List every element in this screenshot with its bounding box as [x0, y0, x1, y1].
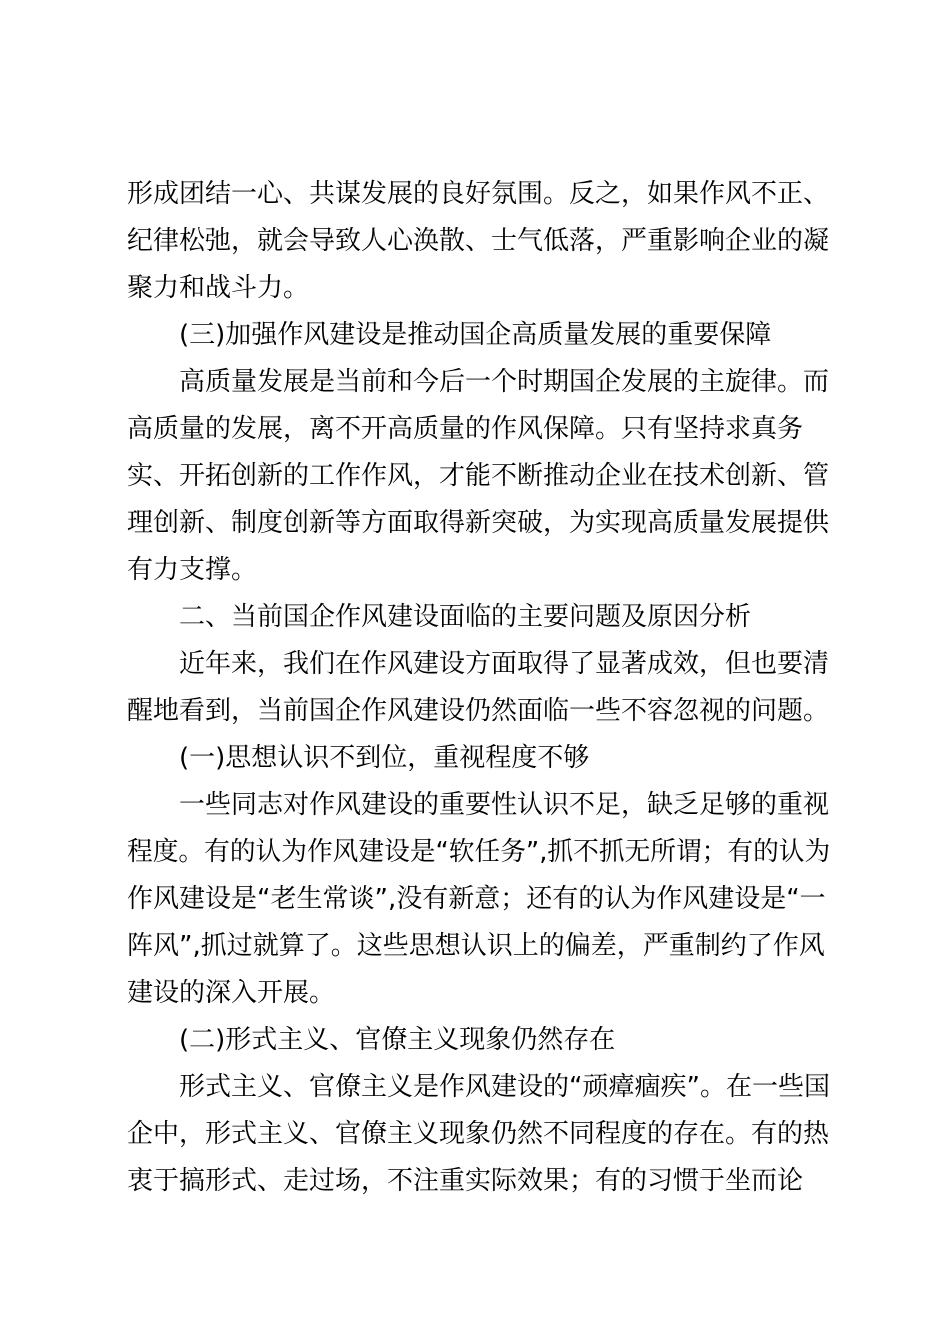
paragraph-line: 建设的深入开展。: [127, 978, 336, 1008]
paragraph-line: 近年来，我们在作风建设方面取得了显著成效，但也要清: [179, 649, 830, 679]
paragraph-line: 程度。有的认为作风建设是“软任务”,抓不抓无所谓；有的认为: [127, 837, 831, 867]
paragraph-line: 一些同志对作风建设的重要性认识不足，缺乏足够的重视: [179, 790, 830, 820]
paragraph-line: 实、开拓创新的工作作风，才能不断推动企业在技术创新、管: [127, 461, 830, 491]
section-heading: 二、当前国企作风建设面临的主要问题及原因分析: [179, 602, 752, 632]
paragraph-line: 聚力和战斗力。: [127, 273, 310, 303]
paragraph-line: 高质量发展是当前和今后一个时期国企发展的主旋律。而: [179, 367, 830, 397]
paragraph-line: 形式主义、官僚主义是作风建设的“顽瘴痼疾”。在一些国: [179, 1072, 830, 1102]
section-heading: (三)加强作风建设是推动国企高质量发展的重要保障: [179, 320, 772, 350]
paragraph-line: 衷于搞形式、走过场，不注重实际效果；有的习惯于坐而论: [127, 1166, 804, 1196]
paragraph-line: 理创新、制度创新等方面取得新突破，为实现高质量发展提供: [127, 508, 830, 538]
section-heading: (二)形式主义、官僚主义现象仍然存在: [179, 1025, 616, 1055]
paragraph-line: 企中，形式主义、官僚主义现象仍然不同程度的存在。有的热: [127, 1119, 830, 1149]
section-heading: (一)思想认识不到位，重视程度不够: [179, 743, 590, 773]
paragraph-line: 有力支撑。: [127, 555, 258, 585]
paragraph-line: 纪律松弛，就会导致人心涣散、士气低落，严重影响企业的凝: [127, 226, 830, 256]
paragraph-line: 形成团结一心、共谋发展的良好氛围。反之，如果作风不正、: [127, 179, 830, 209]
paragraph-line: 作风建设是“老生常谈”,没有新意；还有的认为作风建设是“一: [127, 884, 826, 914]
paragraph-line: 阵风”,抓过就算了。这些思想认识上的偏差，严重制约了作风: [127, 931, 825, 961]
paragraph-line: 醒地看到，当前国企作风建设仍然面临一些不容忽视的问题。: [127, 696, 830, 726]
paragraph-line: 高质量的发展，离不开高质量的作风保障。只有坚持求真务: [127, 414, 804, 444]
